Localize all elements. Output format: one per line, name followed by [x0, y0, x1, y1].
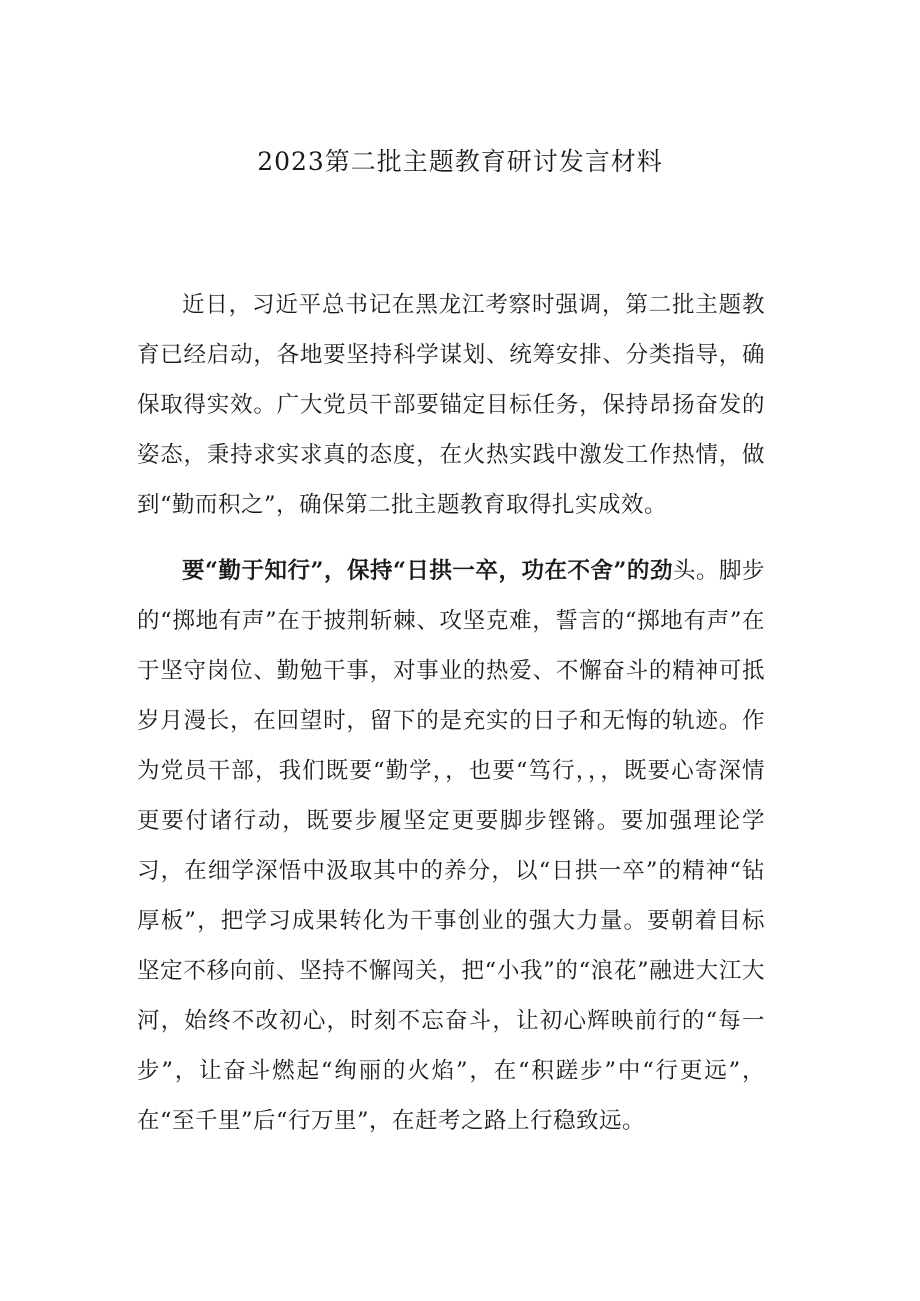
paragraph-2-text: 头。脚步的“掷地有声”在于披荆斩棘、攻坚克难，誓言的“掷地有声”在于坚守岗位、勤勉干事，对事业的热爱、不懈奋斗的精神可抵岁月漫长，在回望时，留下的是充实的日子和无悔的轨迹。作为党员干部，我们既要“勤学，，也要“笃行，，，既要心寄深情更要付诸行动，既要步履坚定更要脚步铿锵。要加强理论学习，在细学深悟中汲取其中的养分，以“日拱一卒”的精神“钻厚板”，把学习成果转化为干事创业的强大力量。要朝着目标坚定不移向前、坚持不懈闯关，把“小我”的“浪花”融进大江大河，始终不改初心，时刻不忘奋斗，让初心辉映前行的“每一步”，让奋斗燃起“绚丽的火焰”，在“积蹉步”中“行更远”，在“至千里”后“行万里”，在赶考之路上行稳致远。 [137, 558, 765, 1134]
paragraph-2 [137, 546, 765, 1146]
paragraph-1 [137, 280, 765, 530]
paragraph-1-text: 近日，习近平总书记在黑龙江考察时强调，第二批主题教育已经启动，各地要坚持科学谋划、统筹安排、分类指导，确保取得实效。广大党员干部要锚定目标任务，保持昂扬奋发的姿态，秉持求实求真的态度，在火热实践中激发工作热情，做到“勤而积之”，确保第二批主题教育取得扎实成效。 [137, 292, 765, 518]
paragraph-2-lead: 要“勤于知行”，保持“日拱一卒，功在不舍”的劲 [182, 558, 673, 584]
document-title: 2023第二批主题教育研讨发言材料 [257, 147, 663, 176]
